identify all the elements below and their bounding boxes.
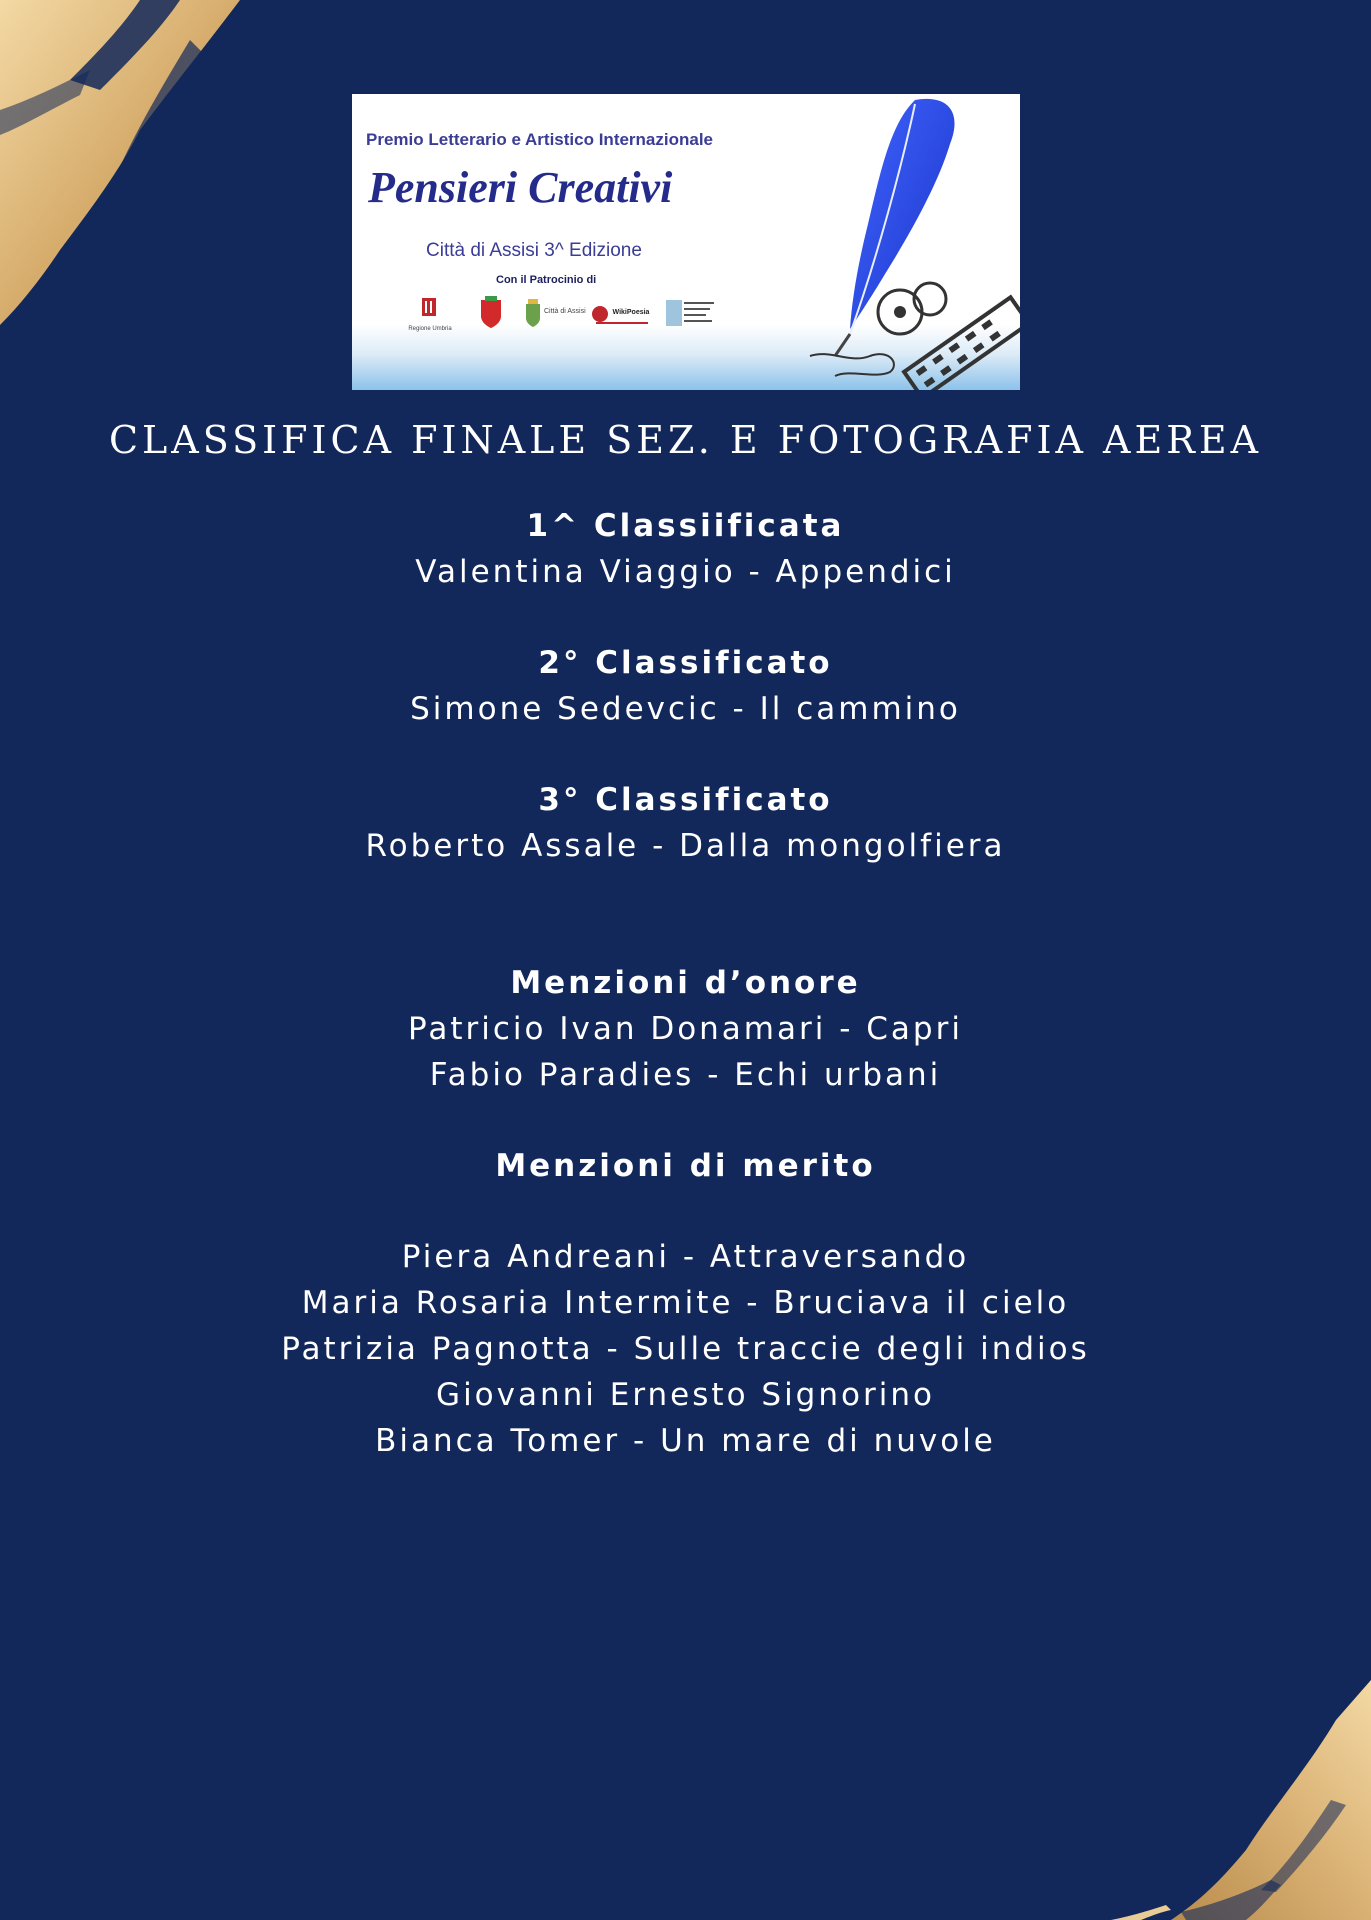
assisi-caption: Città di Assisi: [544, 308, 586, 315]
movimento-logo: [664, 296, 724, 336]
honor-mention-entry: Fabio Paradies - Echi urbani: [429, 1057, 942, 1093]
wikipoesia-logo: [592, 296, 652, 336]
second-place-entry: Simone Sedevcic - Il cammino: [410, 691, 961, 727]
banner-title: Pensieri Creativi: [368, 163, 673, 212]
merit-mentions-list: [0, 1234, 1371, 1464]
third-place-entry: Roberto Assale - Dalla mongolfiera: [365, 828, 1006, 864]
honor-mentions-block: [0, 960, 1371, 1098]
first-place-entry: Valentina Viaggio - Appendici: [415, 554, 956, 590]
second-place-block: [0, 640, 1371, 732]
banner-award-name: Premio Letterario e Artistico Internazionale: [366, 130, 714, 149]
gold-brush-decoration-top: [0, 0, 260, 330]
second-place-rank: 2° Classificato: [538, 645, 833, 681]
merit-mentions-heading-block: [0, 1143, 1371, 1189]
merit-mentions-heading: Menzioni di merito: [495, 1148, 876, 1184]
merit-mention-entry: Piera Andreani - Attraversando: [401, 1239, 970, 1275]
merit-mention-entry: Bianca Tomer - Un mare di nuvole: [375, 1423, 996, 1459]
gold-brush-decoration-bottom: [1071, 1680, 1371, 1920]
banner-patronage: Con il Patrocinio di: [496, 274, 597, 286]
quill-feather-illustration: [750, 94, 1020, 390]
first-place-block: [0, 503, 1371, 595]
citta-di-assisi-logo: [522, 296, 578, 336]
third-place-rank: 3° Classificato: [538, 782, 833, 818]
page-title: CLASSIFICA FINALE SEZ. E FOTOGRAFIA AEREA: [108, 418, 1263, 462]
wikipoesia-caption: WikiPoesia: [612, 309, 650, 316]
merit-mention-entry: Maria Rosaria Intermite - Bruciava il cielo: [301, 1285, 1070, 1321]
event-banner: [352, 94, 1020, 390]
honor-mentions-heading: Menzioni d’onore: [510, 965, 861, 1001]
third-place-block: [0, 777, 1371, 869]
honor-mention-entry: Patricio Ivan Donamari - Capri: [408, 1011, 963, 1047]
provincia-logo: [476, 296, 506, 336]
regione-umbria-caption: Regione Umbria: [408, 326, 452, 332]
merit-mention-entry: Patrizia Pagnotta - Sulle traccie degli indios: [281, 1331, 1090, 1367]
merit-mention-entry: Giovanni Ernesto Signorino: [436, 1377, 935, 1413]
banner-edition: Città di Assisi 3^ Edizione: [426, 240, 642, 261]
first-place-rank: 1^ Classiificata: [526, 508, 845, 544]
patron-logos: [392, 296, 732, 344]
